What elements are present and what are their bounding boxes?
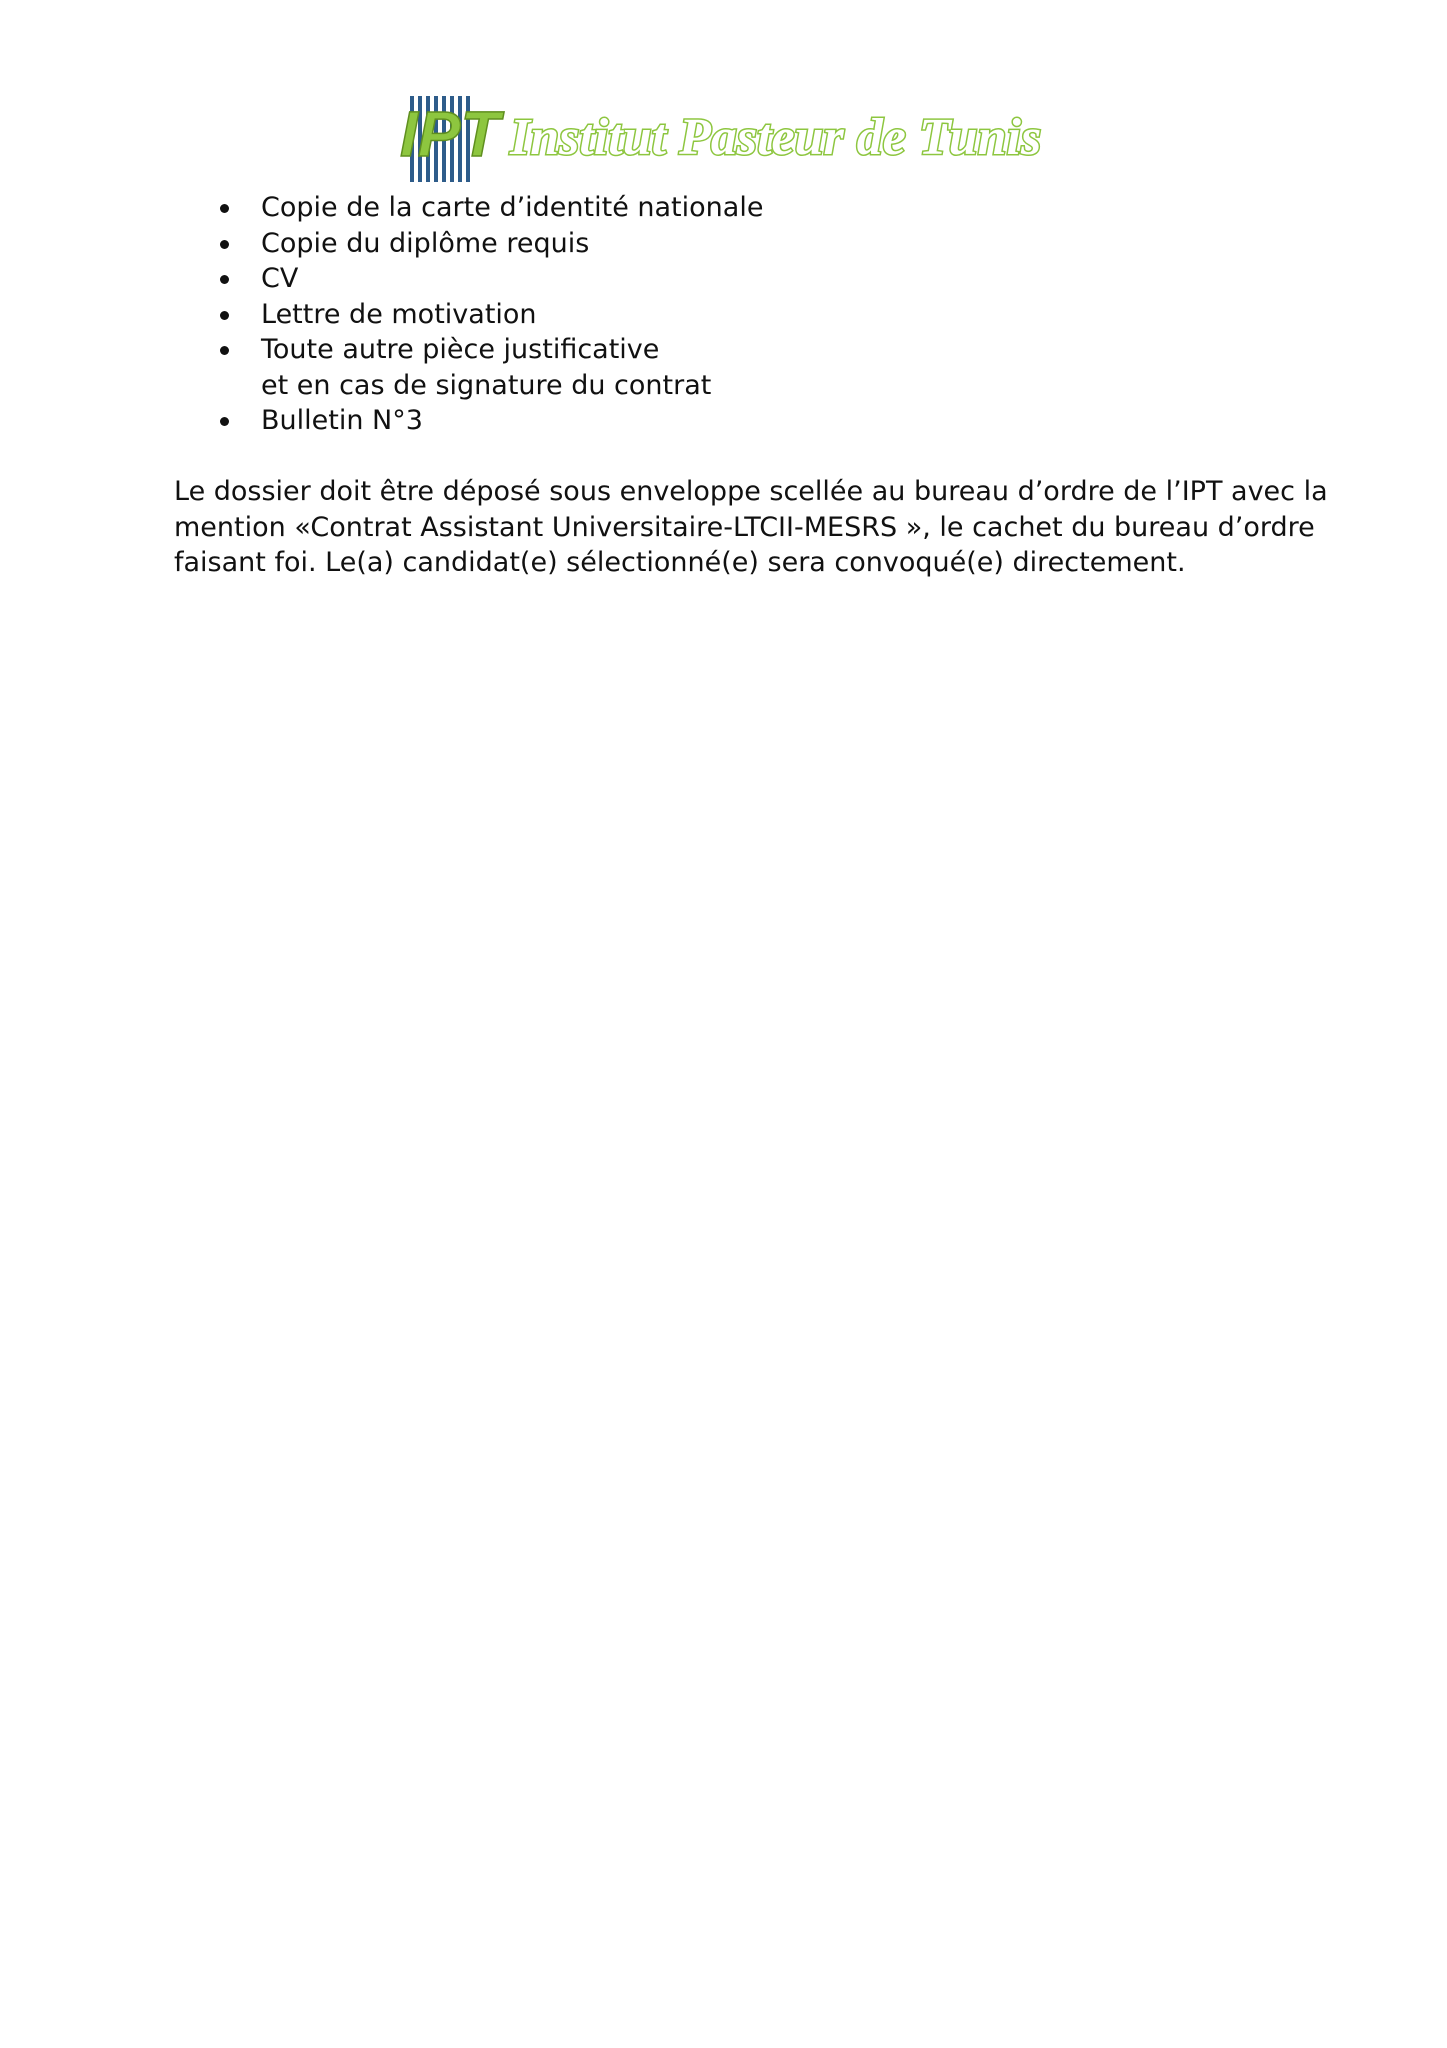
list-item-text: Bulletin N°3 — [261, 405, 423, 436]
list-continuation-note — [218, 368, 1268, 404]
instructions-line: mention «Contrat Assistant Universitaire-LTCII-MESRS », le cachet du bureau d’ordre — [174, 511, 1315, 543]
instructions-line: faisant foi. Le(a) candidat(e) sélectionné(e) sera convoqué(e) directement. — [174, 547, 1186, 578]
bullet-icon — [220, 275, 229, 284]
logo-ipt-letters: IPT — [400, 98, 500, 170]
list-item — [218, 297, 1268, 333]
bullet-icon — [220, 311, 229, 320]
list-item — [218, 226, 1268, 262]
instructions-line: Le dossier doit être déposé sous enveloppe scellée au bureau d’ordre de l’IPT avec la — [174, 476, 1328, 507]
list-item — [218, 261, 1268, 297]
ipt-logo-graphic — [398, 88, 1058, 188]
continuation-text: et en cas de signature du contrat — [261, 369, 712, 401]
list-item-text: Copie du diplôme requis — [261, 227, 590, 259]
institut-logo — [398, 88, 1058, 188]
logo-institution-name: Institut Pasteur de Tunis — [510, 109, 1042, 166]
list-item — [218, 403, 1268, 439]
bullet-icon — [220, 417, 229, 426]
list-item-text: CV — [261, 263, 299, 294]
required-documents-list — [218, 190, 1268, 439]
list-item — [218, 332, 1268, 368]
list-item-text: Lettre de motivation — [261, 298, 537, 330]
list-item — [218, 190, 1268, 226]
bullet-icon — [220, 204, 229, 213]
list-item-text: Copie de la carte d’identité nationale — [261, 192, 764, 223]
bullet-icon — [220, 346, 229, 355]
submission-instructions — [174, 474, 1328, 581]
bullet-icon — [220, 240, 229, 249]
list-item-text: Toute autre pièce justificative — [261, 334, 660, 365]
